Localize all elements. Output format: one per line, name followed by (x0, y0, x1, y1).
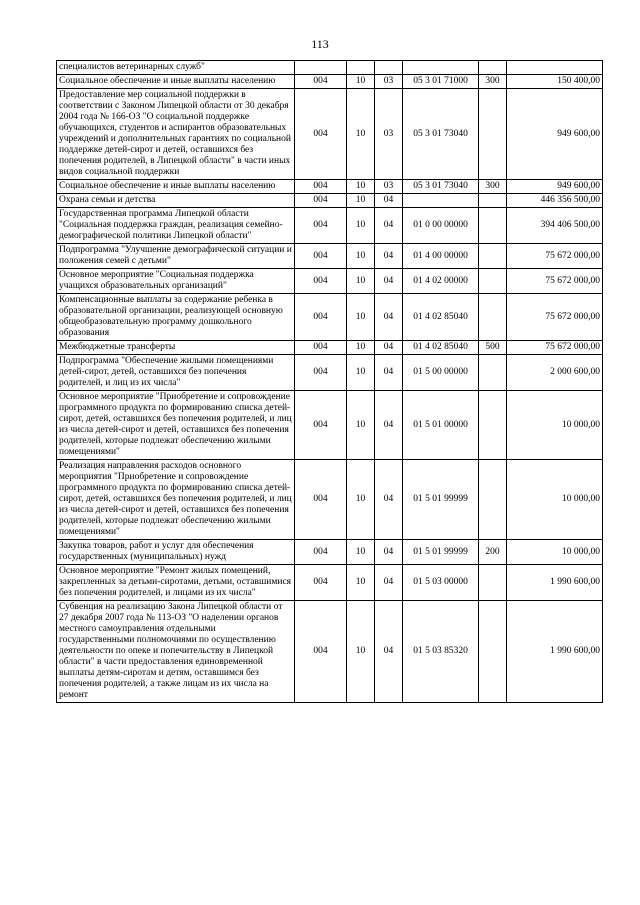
row-gr-cell: 004 (295, 75, 347, 89)
row-vr-cell (479, 565, 507, 601)
row-sum-cell: 446 356 500,00 (507, 194, 603, 208)
row-gr-cell: 004 (295, 180, 347, 194)
row-name-cell: Субвенция на реализацию Закона Липецкой области от 27 декабря 2007 года № 113-ОЗ "О наделении органов местного самоуправления отдельными государственными полномочиями по осуществлению деятельности по опеке и попечительству в Липецкой области" в части предоставления единовременной выплаты детям-сиротам и детям, оставшимся без попечения родителей, а также лицам из их числа на ремонт (57, 601, 295, 703)
row-sum-cell: 75 672 000,00 (507, 341, 603, 355)
row-gr-cell: 004 (295, 208, 347, 244)
row-sum-cell: 10 000,00 (507, 460, 603, 540)
row-csr-cell: 05 3 01 71000 (403, 75, 479, 89)
row-csr-cell: 01 4 02 00000 (403, 269, 479, 294)
row-pr-cell: 04 (375, 294, 403, 341)
table-row (57, 540, 603, 565)
row-name-cell: Основное мероприятие "Приобретение и сопровождение программного продукта по формированию списка детей-сирот, детей, оставшихся без попечения родителей, и лиц из числа детей-сирот и детей, оставшихся без попечения родителей, которые подлежат обеспечению жилыми помещениями" (57, 391, 295, 460)
row-vr-cell: 300 (479, 180, 507, 194)
row-sum-cell: 10 000,00 (507, 540, 603, 565)
row-pr-cell: 04 (375, 194, 403, 208)
row-pr-cell: 04 (375, 460, 403, 540)
table-row (57, 75, 603, 89)
row-csr-cell: 01 0 00 00000 (403, 208, 479, 244)
row-vr-cell (479, 355, 507, 391)
row-gr-cell: 004 (295, 89, 347, 180)
row-name-cell: Социальное обеспечение и иные выплаты населению (57, 75, 295, 89)
row-pr-cell: 03 (375, 75, 403, 89)
row-vr-cell (479, 194, 507, 208)
row-name-cell: Закупка товаров, работ и услуг для обеспечения государственных (муниципальных) нужд (57, 540, 295, 565)
table-row (57, 194, 603, 208)
row-csr-cell: 01 5 01 00000 (403, 391, 479, 460)
row-sum-cell: 150 400,00 (507, 75, 603, 89)
table-row (57, 460, 603, 540)
row-gr-cell: 004 (295, 460, 347, 540)
row-sum-cell: 949 600,00 (507, 180, 603, 194)
row-vr-cell: 500 (479, 341, 507, 355)
row-gr-cell: 004 (295, 294, 347, 341)
row-csr-cell: 05 3 01 73040 (403, 89, 479, 180)
row-name-cell: Основное мероприятие "Ремонт жилых помещений, закрепленных за детьми-сиротами, детьми, оставшимися без попечения родителей, и лицами из их числа" (57, 565, 295, 601)
row-vr-cell (479, 391, 507, 460)
table-row (57, 244, 603, 269)
row-pr-cell: 04 (375, 341, 403, 355)
row-pr-cell: 04 (375, 355, 403, 391)
row-csr-cell: 05 3 01 73040 (403, 180, 479, 194)
row-rz-cell: 10 (347, 460, 375, 540)
row-csr-cell (403, 194, 479, 208)
row-sum-cell: 75 672 000,00 (507, 244, 603, 269)
row-rz-cell: 10 (347, 355, 375, 391)
table-row (57, 180, 603, 194)
table-row (57, 89, 603, 180)
row-rz-cell: 10 (347, 601, 375, 703)
budget-table (56, 60, 603, 703)
row-sum-cell: 75 672 000,00 (507, 294, 603, 341)
row-name-cell: Подпрограмма "Улучшение демографической ситуации и положения семей с детьми" (57, 244, 295, 269)
row-rz-cell: 10 (347, 294, 375, 341)
row-vr-cell (479, 89, 507, 180)
row-vr-cell (479, 269, 507, 294)
row-rz-cell: 10 (347, 244, 375, 269)
row-sum-cell (507, 61, 603, 75)
row-pr-cell: 04 (375, 540, 403, 565)
row-name-cell: Социальное обеспечение и иные выплаты населению (57, 180, 295, 194)
table-row (57, 208, 603, 244)
row-rz-cell (347, 61, 375, 75)
row-rz-cell: 10 (347, 180, 375, 194)
row-vr-cell: 200 (479, 540, 507, 565)
row-csr-cell: 01 5 00 00000 (403, 355, 479, 391)
row-gr-cell: 004 (295, 540, 347, 565)
row-name-cell: Межбюджетные трансферты (57, 341, 295, 355)
row-pr-cell: 04 (375, 244, 403, 269)
row-name-cell: Подпрограмма "Обеспечение жилыми помещениями детей-сирот, детей, оставшихся без попечения родителей, и лиц из их числа" (57, 355, 295, 391)
row-csr-cell (403, 61, 479, 75)
row-pr-cell (375, 61, 403, 75)
row-vr-cell (479, 460, 507, 540)
table-row (57, 269, 603, 294)
row-sum-cell: 10 000,00 (507, 391, 603, 460)
row-name-cell: Компенсационные выплаты за содержание ребенка в образовательной организации, реализующей основную общеобразовательную программу дошкольного образования (57, 294, 295, 341)
row-gr-cell (295, 61, 347, 75)
row-rz-cell: 10 (347, 75, 375, 89)
row-vr-cell (479, 208, 507, 244)
row-name-cell: Предоставление мер социальной поддержки в соответствии с Законом Липецкой области от 30 декабря 2004 года № 166-ОЗ "О социальной поддержке обучающихся, студентов и аспирантов образовательных учреждений и дополнительных гарантиях по социальной поддержке детей-сирот и детей, оставшихся без попечения родителей, в Липецкой области" в части иных видов социальной поддержки (57, 89, 295, 180)
row-vr-cell: 300 (479, 75, 507, 89)
row-name-cell: Охрана семьи и детства (57, 194, 295, 208)
row-rz-cell: 10 (347, 565, 375, 601)
row-gr-cell: 004 (295, 194, 347, 208)
row-sum-cell: 75 672 000,00 (507, 269, 603, 294)
row-name-cell: специалистов ветеринарных служб" (57, 61, 295, 75)
row-csr-cell: 01 5 01 99999 (403, 460, 479, 540)
row-name-cell: Основное мероприятие "Социальная поддержка учащихся образовательных организаций" (57, 269, 295, 294)
row-gr-cell: 004 (295, 244, 347, 269)
table-row (57, 565, 603, 601)
row-rz-cell: 10 (347, 194, 375, 208)
row-csr-cell: 01 4 02 85040 (403, 341, 479, 355)
row-csr-cell: 01 5 01 99999 (403, 540, 479, 565)
row-rz-cell: 10 (347, 341, 375, 355)
row-sum-cell: 949 600,00 (507, 89, 603, 180)
row-pr-cell: 03 (375, 180, 403, 194)
row-gr-cell: 004 (295, 601, 347, 703)
row-rz-cell: 10 (347, 269, 375, 294)
row-rz-cell: 10 (347, 391, 375, 460)
row-vr-cell (479, 294, 507, 341)
row-pr-cell: 04 (375, 601, 403, 703)
table-row (57, 355, 603, 391)
row-sum-cell: 394 406 500,00 (507, 208, 603, 244)
row-vr-cell (479, 61, 507, 75)
row-vr-cell (479, 244, 507, 269)
row-pr-cell: 04 (375, 565, 403, 601)
row-vr-cell (479, 601, 507, 703)
table-row (57, 61, 603, 75)
row-pr-cell: 04 (375, 391, 403, 460)
row-sum-cell: 2 000 600,00 (507, 355, 603, 391)
row-rz-cell: 10 (347, 89, 375, 180)
row-gr-cell: 004 (295, 341, 347, 355)
row-csr-cell: 01 4 00 00000 (403, 244, 479, 269)
row-rz-cell: 10 (347, 208, 375, 244)
row-name-cell: Реализация направления расходов основного мероприятия "Приобретение и сопровождение программного продукта по формированию списка детей-сирот, детей, оставшихся без попечения родителей, и лиц из числа детей-сирот и детей, оставшихся без попечения родителей, которые подлежат обеспечению жилыми помещениями" (57, 460, 295, 540)
row-pr-cell: 04 (375, 208, 403, 244)
table-row (57, 341, 603, 355)
row-rz-cell: 10 (347, 540, 375, 565)
row-csr-cell: 01 5 03 85320 (403, 601, 479, 703)
row-csr-cell: 01 5 03 00000 (403, 565, 479, 601)
table-row (57, 294, 603, 341)
row-sum-cell: 1 990 600,00 (507, 601, 603, 703)
row-gr-cell: 004 (295, 391, 347, 460)
row-name-cell: Государственная программа Липецкой области "Социальная поддержка граждан, реализация семейно-демографической политики Липецкой области" (57, 208, 295, 244)
row-pr-cell: 03 (375, 89, 403, 180)
row-csr-cell: 01 4 02 85040 (403, 294, 479, 341)
page-number: 113 (311, 37, 329, 51)
row-gr-cell: 004 (295, 269, 347, 294)
row-sum-cell: 1 990 600,00 (507, 565, 603, 601)
table-row (57, 601, 603, 703)
table-row (57, 391, 603, 460)
row-pr-cell: 04 (375, 269, 403, 294)
row-gr-cell: 004 (295, 565, 347, 601)
row-gr-cell: 004 (295, 355, 347, 391)
